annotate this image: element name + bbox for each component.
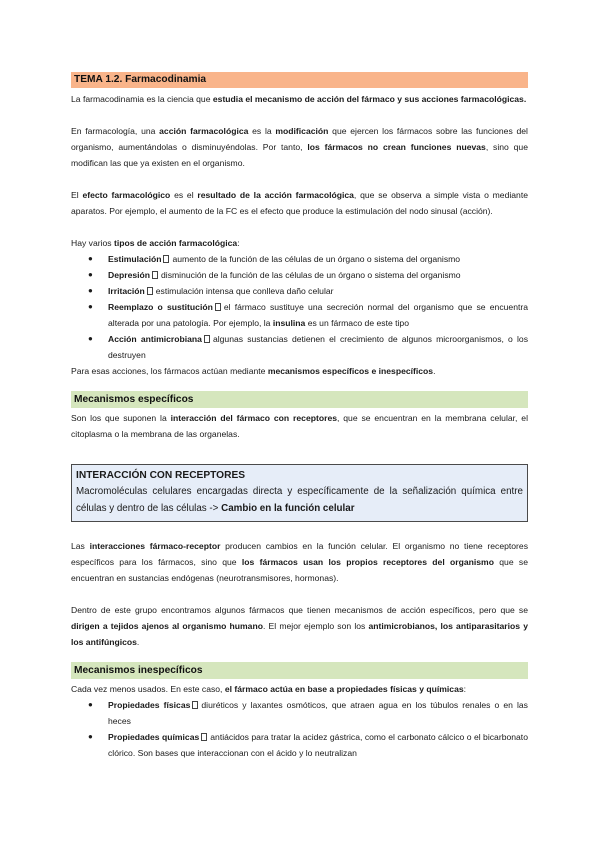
especificos-paragraph-1: Son los que suponen la interacción del fármaco con receptores, que se encuentran en la membrana celular, el citoplasma o la membrana de las organelas. (71, 413, 528, 439)
list-item: ● Propiedades físicas diuréticos y laxantes osmóticos, que atraen agua en los túbulos renales o en las heces (71, 697, 528, 729)
callout-title: INTERACCIÓN CON RECEPTORES (76, 470, 246, 481)
list-item: ● Depresión disminución de la función de las células de un órgano o sistema del organismo (71, 267, 528, 283)
receptores-callout (71, 464, 528, 522)
arrow-icon (163, 255, 169, 263)
document-content (71, 72, 528, 761)
bullet-icon: ● (88, 254, 93, 263)
especificos-paragraph-2: Las interacciones fármaco-receptor producen cambios en la función celular. El organismo no tiene receptores específicos para los fármacos, sino que los fármacos usan los propios receptores del organismo que se encuentran en sustancias endógenas (neurotransmisores, hormonas). (71, 541, 528, 583)
inespecificos-list (71, 697, 528, 761)
bullet-icon: ● (88, 732, 93, 741)
bullet-icon: ● (88, 700, 93, 709)
arrow-icon (147, 287, 153, 295)
bullet-icon: ● (88, 334, 93, 343)
list-item: ● Estimulación aumento de la función de las células de un órgano o sistema del organismo (71, 251, 528, 267)
especificos-heading: Mecanismos específicos (71, 391, 528, 408)
tipos-list (71, 251, 528, 363)
intro-paragraph-1: La farmacodinamia es la ciencia que estudia el mecanismo de acción del fármaco y sus acciones farmacológicas. (71, 94, 527, 104)
tipos-conclusion: Para esas acciones, los fármacos actúan mediante mecanismos específicos e inespecíficos. (71, 366, 436, 376)
list-item: ● Reemplazo o sustitución el fármaco sustituye una secreción normal del organismo que se encuentra alterada por una patología. Por ejemplo, la insulina es un fármaco de este tipo (71, 299, 528, 331)
arrow-icon (152, 271, 158, 279)
arrow-icon (201, 733, 207, 741)
bullet-icon: ● (88, 270, 93, 279)
callout-body: Macromoléculas celulares encargadas directa y específicamente de la señalización química entre células y dentro de las células -> Cambio en la función celular (76, 486, 523, 514)
arrow-icon (192, 701, 198, 709)
especificos-paragraph-3: Dentro de este grupo encontramos algunos fármacos que tienen mecanismos de acción específicos, pero que se dirigen a tejidos ajenos al organismo humano. El mejor ejemplo son los antimicrobianos, los antiparasitarios y los antifúngicos. (71, 605, 529, 647)
inespecificos-paragraph-1: Cada vez menos usados. En este caso, el fármaco actúa en base a propiedades físicas y químicas: (71, 684, 467, 694)
list-item: ● Irritación estimulación intensa que conlleva daño celular (71, 283, 528, 299)
arrow-icon (204, 335, 210, 343)
intro-paragraph-3: El efecto farmacológico es el resultado de la acción farmacológica, que se observa a simple vista o mediante aparatos. Por ejemplo, el aumento de la FC es el efecto que produce la estimulación del nodo sinusal (acción). (71, 190, 528, 216)
bullet-icon: ● (88, 286, 93, 295)
section-title: TEMA 1.2. Farmacodinamia (71, 72, 528, 88)
arrow-icon (215, 303, 221, 311)
list-item: ● Propiedades químicas antiácidos para tratar la acidez gástrica, como el carbonato cálcico o el bicarbonato clórico. Son bases que interaccionan con el ácido y lo neutralizan (71, 729, 528, 761)
inespecificos-heading: Mecanismos inespecíficos (71, 662, 528, 679)
tipos-intro: Hay varios tipos de acción farmacológica: (71, 238, 240, 248)
intro-paragraph-2: En farmacología, una acción farmacológica es la modificación que ejercen los fármacos sobre las funciones del organismo, aumentándolas o disminuyéndolas. Por tanto, los fármacos no crean funciones nuevas, sino que modifican las que ya existen en el organismo. (71, 126, 528, 168)
list-item: ● Acción antimicrobiana algunas sustancias detienen el crecimiento de algunos microorganismos, o los destruyen (71, 331, 528, 363)
bullet-icon: ● (88, 302, 93, 311)
